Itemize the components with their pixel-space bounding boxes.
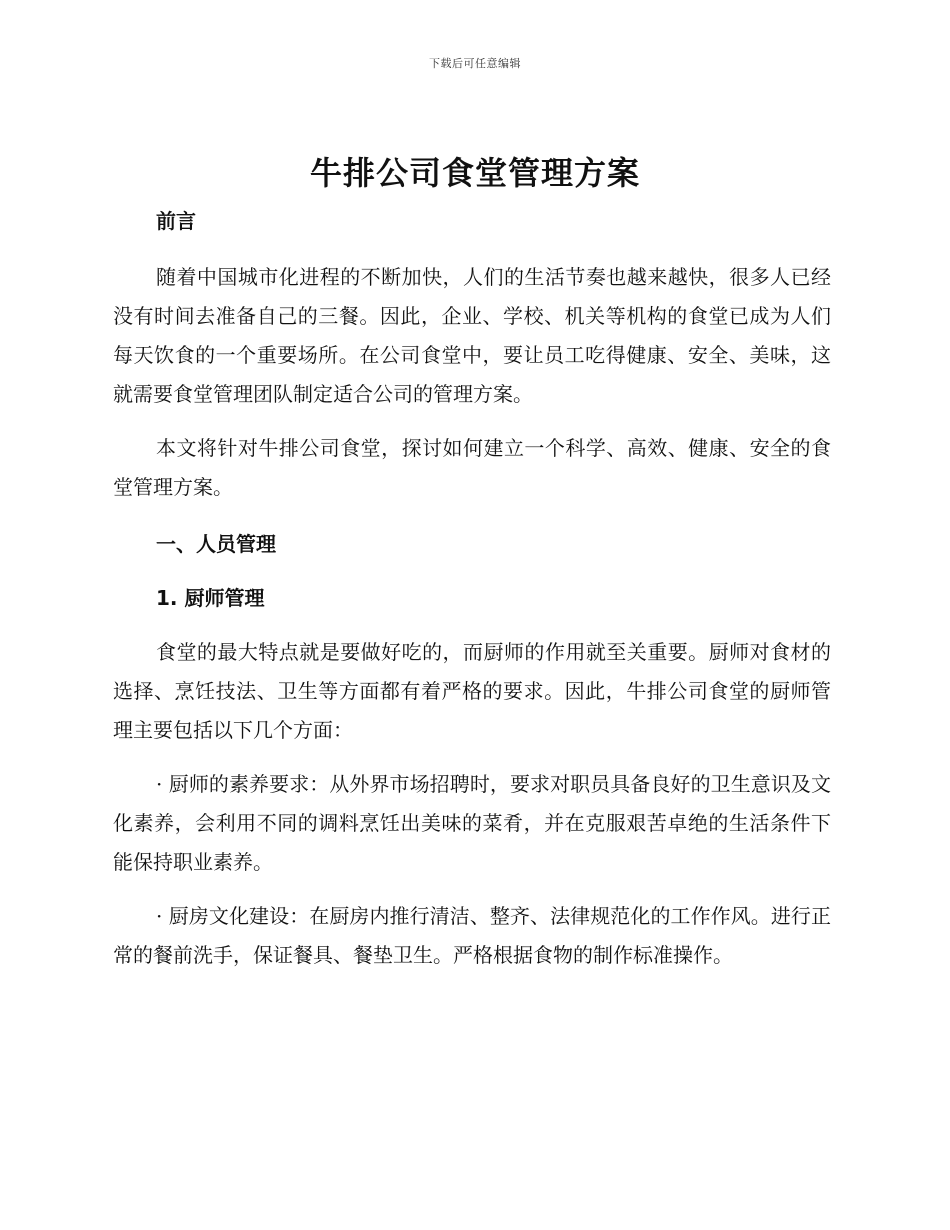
preface-heading: 前言 xyxy=(156,209,196,233)
preface-paragraph-1: 随着中国城市化进程的不断加快，人们的生活节奏也越来越快，很多人已经没有时间去准备自己的三餐。因此，企业、学校、机关等机构的食堂已成为人们每天饮食的一个重要场所。在公司食堂中，要让员工吃得健康、安全、美味，这就需要食堂管理团队制定适合公司的管理方案。 xyxy=(113,265,831,406)
preface-paragraph-2: 本文将针对牛排公司食堂，探讨如何建立一个科学、高效、健康、安全的食堂管理方案。 xyxy=(113,436,831,499)
chef-intro-paragraph: 食堂的最大特点就是要做好吃的，而厨师的作用就至关重要。厨师对食材的选择、烹饪技法、卫生等方面都有着严格的要求。因此，牛排公司食堂的厨师管理主要包括以下几个方面： xyxy=(113,640,831,742)
section-heading-personnel: 一、人员管理 xyxy=(156,532,276,556)
page-header-note: 下载后可任意编辑 xyxy=(429,57,521,70)
document-title: 牛排公司食堂管理方案 xyxy=(309,154,640,192)
bullet-kitchen-culture: · 厨房文化建设：在厨房内推行清洁、整齐、法律规范化的工作作风。进行正常的餐前洗手，保证餐具、餐垫卫生。严格根据食物的制作标准操作。 xyxy=(113,904,831,967)
document-body xyxy=(113,200,831,975)
subsection-heading-chef: 1. 厨师管理 xyxy=(156,586,265,610)
bullet-chef-qualities: · 厨师的素养要求：从外界市场招聘时，要求对职员具备良好的卫生意识及文化素养，会利用不同的调料烹饪出美味的菜肴，并在克服艰苦卓绝的生活条件下能保持职业素养。 xyxy=(113,772,831,874)
